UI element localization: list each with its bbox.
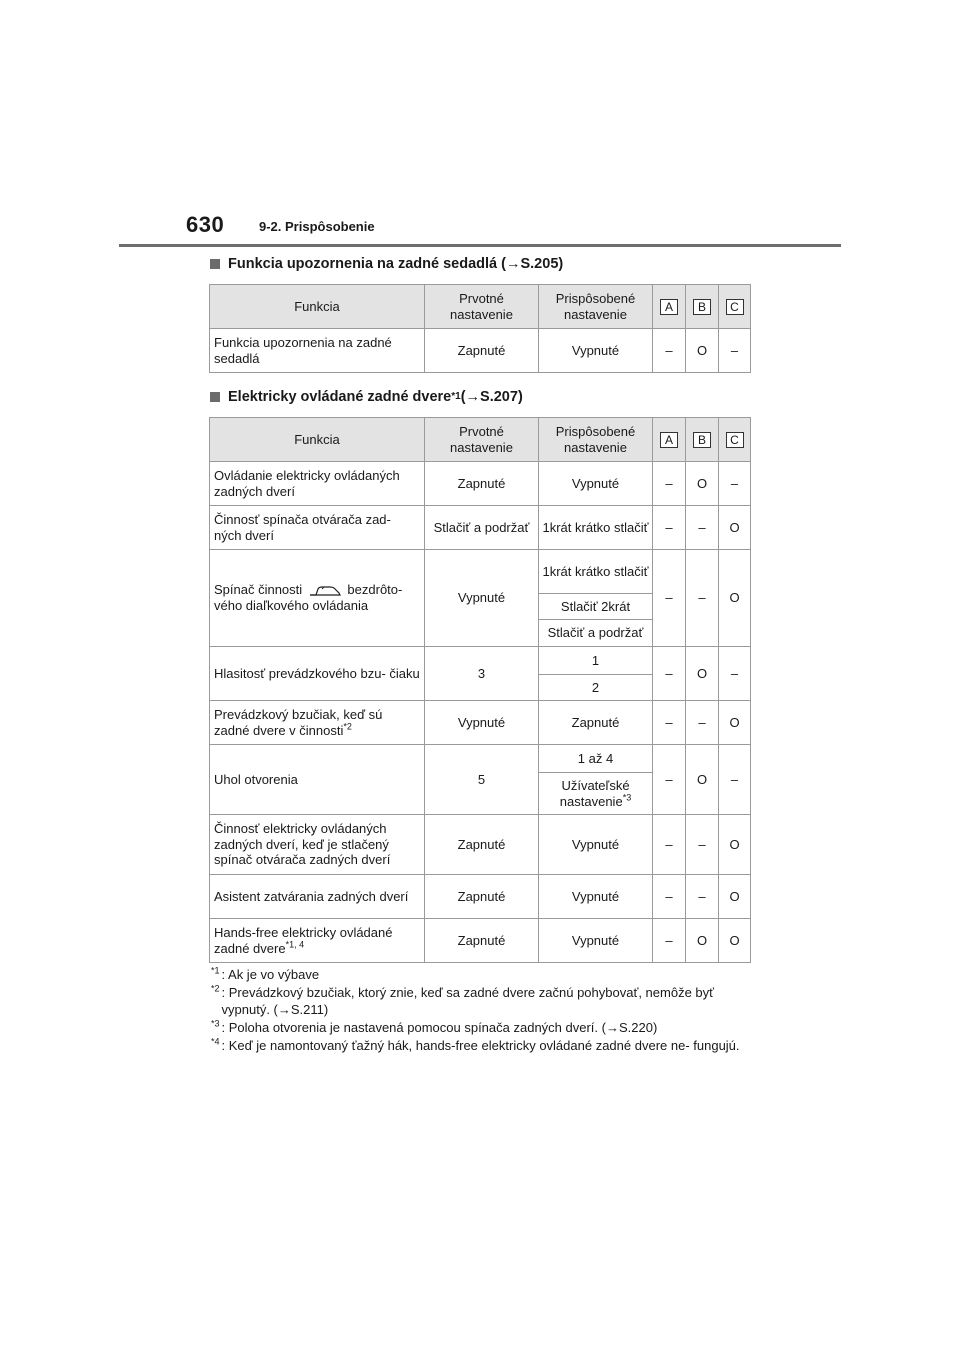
- cell-function: [210, 550, 425, 647]
- footnote-mark: *3: [622, 792, 632, 803]
- cell-c: –: [719, 647, 751, 701]
- cell-function: Hlasitosť prevádzkového bzu- čiaku: [210, 647, 425, 701]
- header-col-c: [719, 418, 751, 462]
- footnote-mark: *2: [211, 983, 220, 994]
- footnote-item: [211, 1038, 756, 1054]
- cell-function: [210, 701, 425, 745]
- table-row: [210, 745, 751, 773]
- cell-b: O: [686, 647, 719, 701]
- footnote-ref: S.220): [618, 1019, 658, 1035]
- section-bullet-icon: [210, 392, 220, 402]
- header-col-a: [653, 285, 686, 329]
- footnote-mark: *2: [343, 721, 352, 732]
- cell-c: O: [719, 701, 751, 745]
- cell-custom: Vypnuté: [539, 329, 653, 373]
- cell-custom: 2: [539, 675, 653, 701]
- reference-arrow-icon: →: [465, 389, 481, 405]
- footnote-text: : Prevádzkový bzučiak, ktorý znie, keď sa zadné dvere začnú pohybovať, nemôže byť vypnutý. (: [221, 985, 715, 1017]
- letter-a-badge: A: [660, 299, 678, 315]
- header-col-b: [686, 285, 719, 329]
- cell-function-text: Hands-free elektricky ovládané zadné dvere: [214, 924, 393, 956]
- section-title-ref: S.207): [480, 389, 523, 405]
- cell-function: Ovládanie elektricky ovládaných zadných dverí: [210, 462, 425, 506]
- cell-function: Činnosť spínača otvárača zad- ných dverí: [210, 506, 425, 550]
- cell-c: –: [719, 745, 751, 815]
- reference-arrow-icon: →: [605, 1019, 619, 1035]
- section-title-rear-seat-reminder: [210, 256, 563, 272]
- cell-custom: Vypnuté: [539, 462, 653, 506]
- cell-custom: 1krát krátko stlačiť: [539, 506, 653, 550]
- cell-custom: Zapnuté: [539, 701, 653, 745]
- table-row: [210, 919, 751, 963]
- cell-b: –: [686, 506, 719, 550]
- letter-c-badge: C: [726, 432, 744, 448]
- header-col-a: [653, 418, 686, 462]
- cell-function: Činnosť elektricky ovládaných zadných dverí, keď je stlačený spínač otvárača zadných dverí: [210, 815, 425, 875]
- cell-custom: Vypnuté: [539, 815, 653, 875]
- cell-a: –: [653, 815, 686, 875]
- cell-function: Uhol otvorenia: [210, 745, 425, 815]
- cell-a: –: [653, 875, 686, 919]
- letter-b-badge: B: [693, 432, 711, 448]
- reference-arrow-icon: →: [277, 1001, 291, 1017]
- section-title-ref: S.205): [520, 256, 564, 272]
- cell-c: O: [719, 875, 751, 919]
- cell-c: –: [719, 329, 751, 373]
- cell-initial: Stlačiť a podržať: [425, 506, 539, 550]
- cell-initial: Zapnuté: [425, 815, 539, 875]
- table-row: [210, 701, 751, 745]
- footnote-mark: *3: [211, 1018, 220, 1029]
- cell-a: –: [653, 462, 686, 506]
- cell-b: O: [686, 329, 719, 373]
- chapter-title: 9-2. Prispôsobenie: [259, 219, 375, 234]
- letter-c-badge: C: [726, 299, 744, 315]
- table-row: [210, 550, 751, 594]
- cell-a: –: [653, 329, 686, 373]
- table-header-row: [210, 418, 751, 462]
- cell-custom: [539, 773, 653, 815]
- table-row: [210, 506, 751, 550]
- cell-c: O: [719, 815, 751, 875]
- section-title-text: Funkcia upozornenia na zadné sedadlá (: [228, 256, 506, 272]
- footnote-item: [211, 985, 756, 1018]
- header-function: Funkcia: [210, 418, 425, 462]
- page-number: 630: [186, 212, 225, 237]
- cell-custom: Vypnuté: [539, 919, 653, 963]
- cell-custom: Stlačiť 2krát: [539, 594, 653, 620]
- section-bullet-icon: [210, 259, 220, 269]
- header-initial-setting: Prvotné nastavenie: [425, 418, 539, 462]
- table-row: [210, 329, 751, 373]
- footnote-text: : Keď je namontovaný ťažný hák, hands-free elektricky ovládané zadné dvere ne- fungujú.: [221, 1038, 740, 1053]
- cell-initial: Zapnuté: [425, 329, 539, 373]
- cell-custom-text: Užívateľské nastavenie: [559, 777, 630, 809]
- remote-key-icon: [308, 584, 342, 598]
- cell-c: O: [719, 550, 751, 647]
- cell-c: O: [719, 506, 751, 550]
- rear-seat-reminder-table: [209, 284, 751, 373]
- cell-function-pre: Spínač činnosti: [214, 582, 303, 598]
- cell-b: –: [686, 701, 719, 745]
- letter-a-badge: A: [660, 432, 678, 448]
- footnote-mark: *4: [211, 1036, 220, 1047]
- table-row: [210, 875, 751, 919]
- cell-function-text: Prevádzkový bzučiak, keď sú zadné dvere v činnosti: [214, 706, 383, 738]
- cell-initial: Vypnuté: [425, 701, 539, 745]
- power-back-door-table: [209, 417, 751, 963]
- cell-initial: Zapnuté: [425, 875, 539, 919]
- section-title-power-back-door: Elektricky ovládané zadné dvere *1 ( → S.207): [210, 389, 523, 405]
- cell-function: Asistent zatvárania zadných dverí: [210, 875, 425, 919]
- table-row: [210, 815, 751, 875]
- cell-a: –: [653, 919, 686, 963]
- footnotes: [211, 967, 756, 1056]
- header-initial-setting: Prvotné nastavenie: [425, 285, 539, 329]
- cell-b: –: [686, 550, 719, 647]
- header-col-b: [686, 418, 719, 462]
- header-custom-setting: Prispôsobené nastavenie: [539, 285, 653, 329]
- cell-custom: 1 až 4: [539, 745, 653, 773]
- cell-b: –: [686, 875, 719, 919]
- footnote-ref: S.211): [290, 1001, 329, 1017]
- cell-initial: Vypnuté: [425, 550, 539, 647]
- letter-b-badge: B: [693, 299, 711, 315]
- cell-function-post: bezdrôto- vého diaľkového ovládania: [214, 582, 403, 613]
- cell-a: –: [653, 506, 686, 550]
- footnote-item: [211, 967, 756, 983]
- reference-arrow-icon: →: [505, 256, 521, 272]
- section-title-text: Elektricky ovládané zadné dvere: [228, 389, 452, 405]
- cell-custom: Vypnuté: [539, 875, 653, 919]
- header-function: Funkcia: [210, 285, 425, 329]
- cell-initial: 3: [425, 647, 539, 701]
- footnote-text: : Ak je vo výbave: [221, 967, 320, 982]
- cell-b: –: [686, 815, 719, 875]
- table-header-row: [210, 285, 751, 329]
- cell-a: –: [653, 647, 686, 701]
- cell-function: Funkcia upozornenia na zadné sedadlá: [210, 329, 425, 373]
- footnote-mark: *1, 4: [285, 939, 305, 950]
- cell-a: –: [653, 550, 686, 647]
- cell-custom: Stlačiť a podržať: [539, 620, 653, 647]
- footnote-mark: *1: [211, 965, 220, 976]
- header-custom-setting: Prispôsobené nastavenie: [539, 418, 653, 462]
- cell-custom: 1krát krátko stlačiť: [539, 550, 653, 594]
- cell-b: O: [686, 745, 719, 815]
- table-row: [210, 462, 751, 506]
- header-col-c: [719, 285, 751, 329]
- section-title-paren: (: [460, 389, 466, 405]
- header-divider: [119, 244, 841, 247]
- footnote-text: : Poloha otvorenia je nastavená pomocou spínača zadných dverí. (: [221, 1019, 606, 1035]
- table-row: [210, 647, 751, 675]
- cell-initial: Zapnuté: [425, 919, 539, 963]
- cell-c: –: [719, 462, 751, 506]
- footnote-item: [211, 1020, 756, 1036]
- cell-a: –: [653, 701, 686, 745]
- cell-initial: Zapnuté: [425, 462, 539, 506]
- cell-c: O: [719, 919, 751, 963]
- cell-a: –: [653, 745, 686, 815]
- cell-b: O: [686, 462, 719, 506]
- cell-b: O: [686, 919, 719, 963]
- cell-function: [210, 919, 425, 963]
- cell-custom: 1: [539, 647, 653, 675]
- cell-initial: 5: [425, 745, 539, 815]
